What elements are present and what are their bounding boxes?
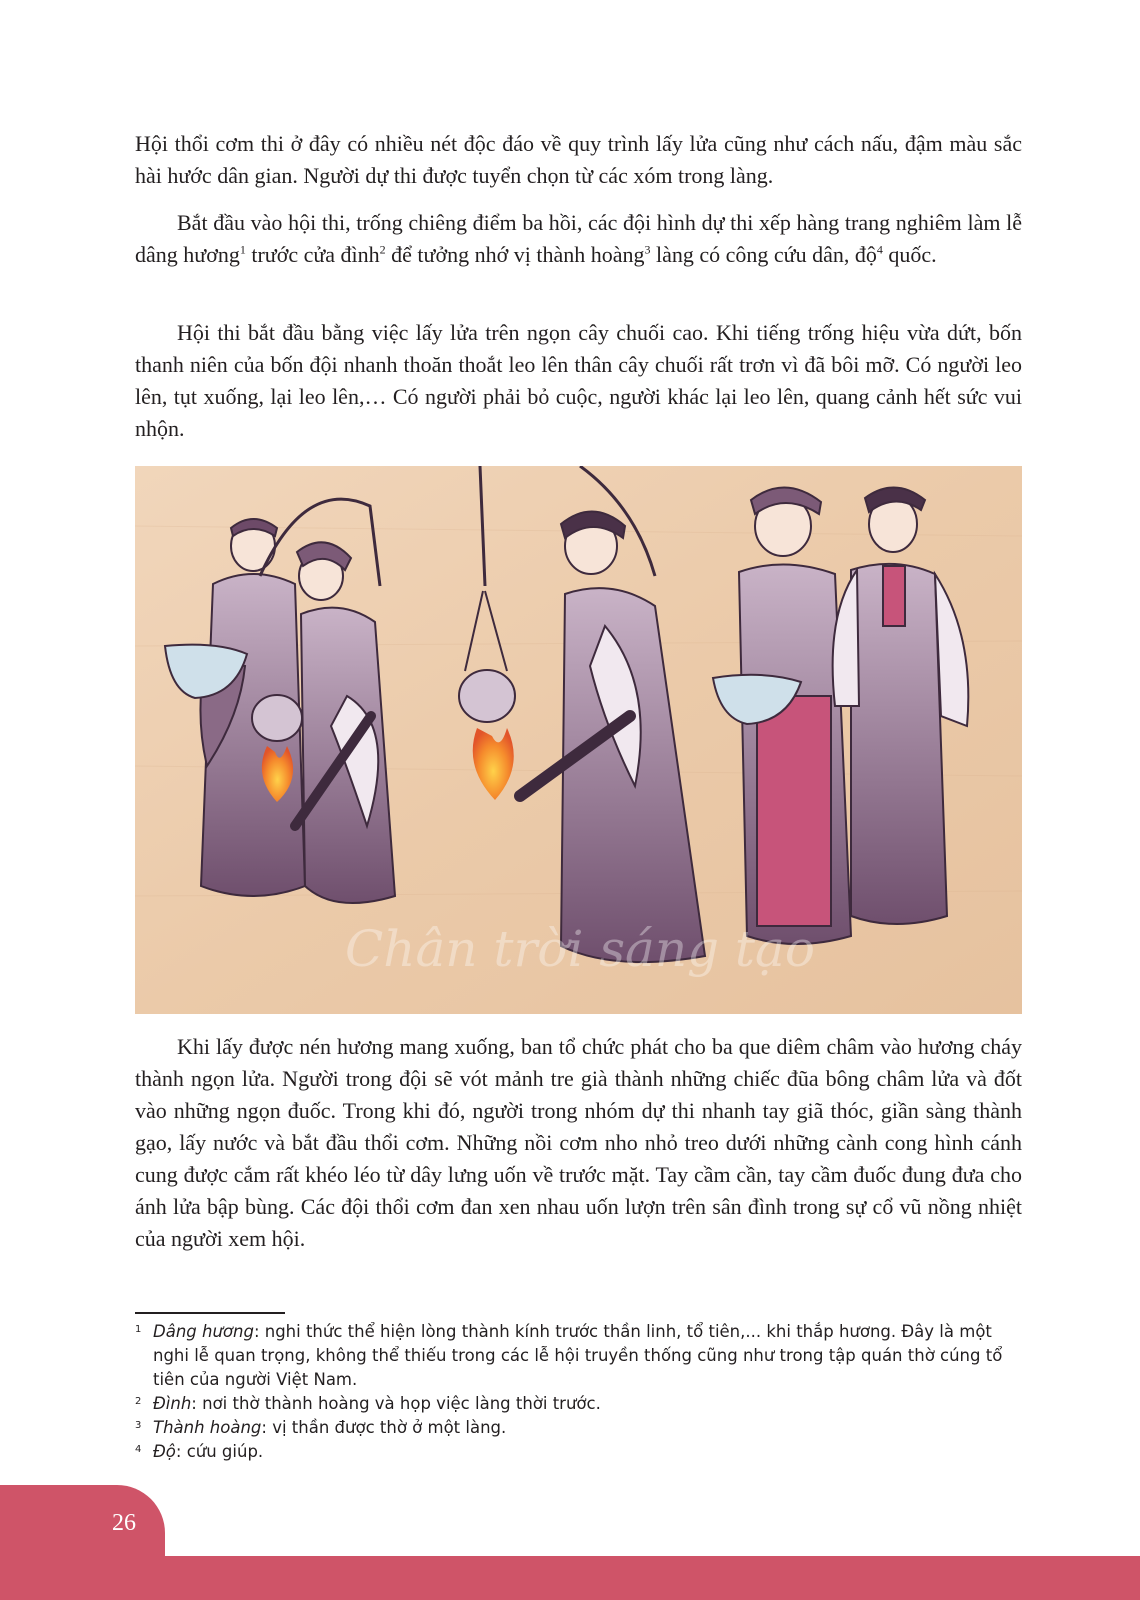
fire-contest-paragraph: Hội thi bắt đầu bằng việc lấy lửa trên ngọn cây chuối cao. Khi tiếng trống hiệu vừa dứt, bốn thanh niên của bốn đội nhanh thoăn thoắt leo lên thân cây chuối rất trơn vì đã bôi mỡ. Có người leo lên, tụt xuống, lại leo lên,… Có người phải bỏ cuộc, người khác lại leo lên, quang cảnh hết sức vui nhộn. bbox=[135, 320, 1022, 441]
pot-1 bbox=[252, 695, 302, 741]
cooking-paragraph: Khi lấy được nén hương mang xuống, ban tổ chức phát cho ba que diêm châm vào hương cháy thành ngọn lửa. Người trong đội sẽ vót mảnh tre già thành những chiếc đũa bông châm lửa và đốt vào những ngọn đuốc. Trong khi đó, người trong nhóm dự thi nhanh tay giã thóc, giần sàng thành gạo, lấy nước và bắt đầu thổi cơm. Những nồi cơm nho nhỏ treo dưới những cành cong hình cánh cung được cắm rất khéo léo từ dây lưng uốn về trước mặt. Tay cầm cần, tay cầm đuốc đung đưa cho ánh lửa bập bùng. Các đội thổi cơm đan xen nhau uốn lượn trên sân đình trong sự cổ vũ nồng nhiệt của người xem hội. bbox=[135, 1034, 1022, 1251]
footnote-number: 1 bbox=[135, 1324, 142, 1335]
festival-illustration bbox=[135, 466, 1022, 1014]
footnote-number: 4 bbox=[135, 1444, 142, 1455]
footer-band bbox=[0, 1556, 1140, 1600]
page-number-tab bbox=[0, 1485, 165, 1600]
footnote-text: : vị thần được thờ ở một làng. bbox=[261, 1418, 507, 1437]
ceremony-text-d: làng có công cứu dân, độ bbox=[650, 242, 877, 267]
footnote-text: : nghi thức thể hiện lòng thành kính trước thần linh, tổ tiên,... khi thắp hương. Đây là một nghi lễ quan trọng, không thể thiếu trong các lễ hội truyền thống cũng như trong tập quán thờ cúng tổ tiên của người Việt Nam. bbox=[153, 1322, 1003, 1389]
footnote-3 bbox=[135, 1416, 1025, 1440]
footnote-ref-1: 1 bbox=[239, 242, 246, 257]
ceremony-text-b: trước cửa đình bbox=[245, 242, 380, 267]
pink-apron bbox=[757, 696, 831, 926]
footnote-ref-3: 3 bbox=[644, 242, 651, 257]
footnote-ref-4: 4 bbox=[876, 242, 883, 257]
footnote-4 bbox=[135, 1440, 1025, 1464]
footnote-text: : cứu giúp. bbox=[175, 1442, 264, 1461]
ceremony-text-a: Bắt đầu vào hội thi, trống chiêng điểm ba hồi, các đội hình dự thi xếp hàng trang nghiêm làm lễ dâng hương bbox=[135, 210, 1022, 267]
pot-2 bbox=[459, 670, 515, 722]
watermark-text: Chân trời sáng tạo bbox=[345, 920, 815, 978]
ceremony-text-e: quốc. bbox=[882, 242, 937, 267]
footnote-divider bbox=[135, 1312, 285, 1314]
footnote-ref-2: 2 bbox=[379, 242, 386, 257]
footnote-term: Thành hoàng bbox=[153, 1418, 262, 1437]
footnote-number: 3 bbox=[135, 1420, 142, 1431]
footnote-2 bbox=[135, 1392, 1025, 1416]
footnote-term: Dâng hương bbox=[153, 1322, 254, 1341]
ceremony-paragraph bbox=[135, 207, 1022, 271]
footnote-number: 2 bbox=[135, 1396, 142, 1407]
intro-paragraph: Hội thổi cơm thi ở đây có nhiều nét độc đáo về quy trình lấy lửa cũng như cách nấu, đậm màu sắc hài hước dân gian. Người dự thi được tuyển chọn từ các xóm trong làng. bbox=[135, 131, 1022, 188]
page-number: 26 bbox=[112, 1510, 136, 1536]
ceremony-text-c: để tưởng nhớ vị thành hoàng bbox=[385, 242, 645, 267]
footnotes bbox=[135, 1320, 1025, 1464]
footnote-text: : nơi thờ thành hoàng và họp việc làng thời trước. bbox=[191, 1394, 601, 1413]
footnote-term: Đình bbox=[153, 1394, 192, 1413]
footnote-1 bbox=[135, 1320, 1025, 1392]
footnote-term: Độ bbox=[153, 1442, 176, 1461]
